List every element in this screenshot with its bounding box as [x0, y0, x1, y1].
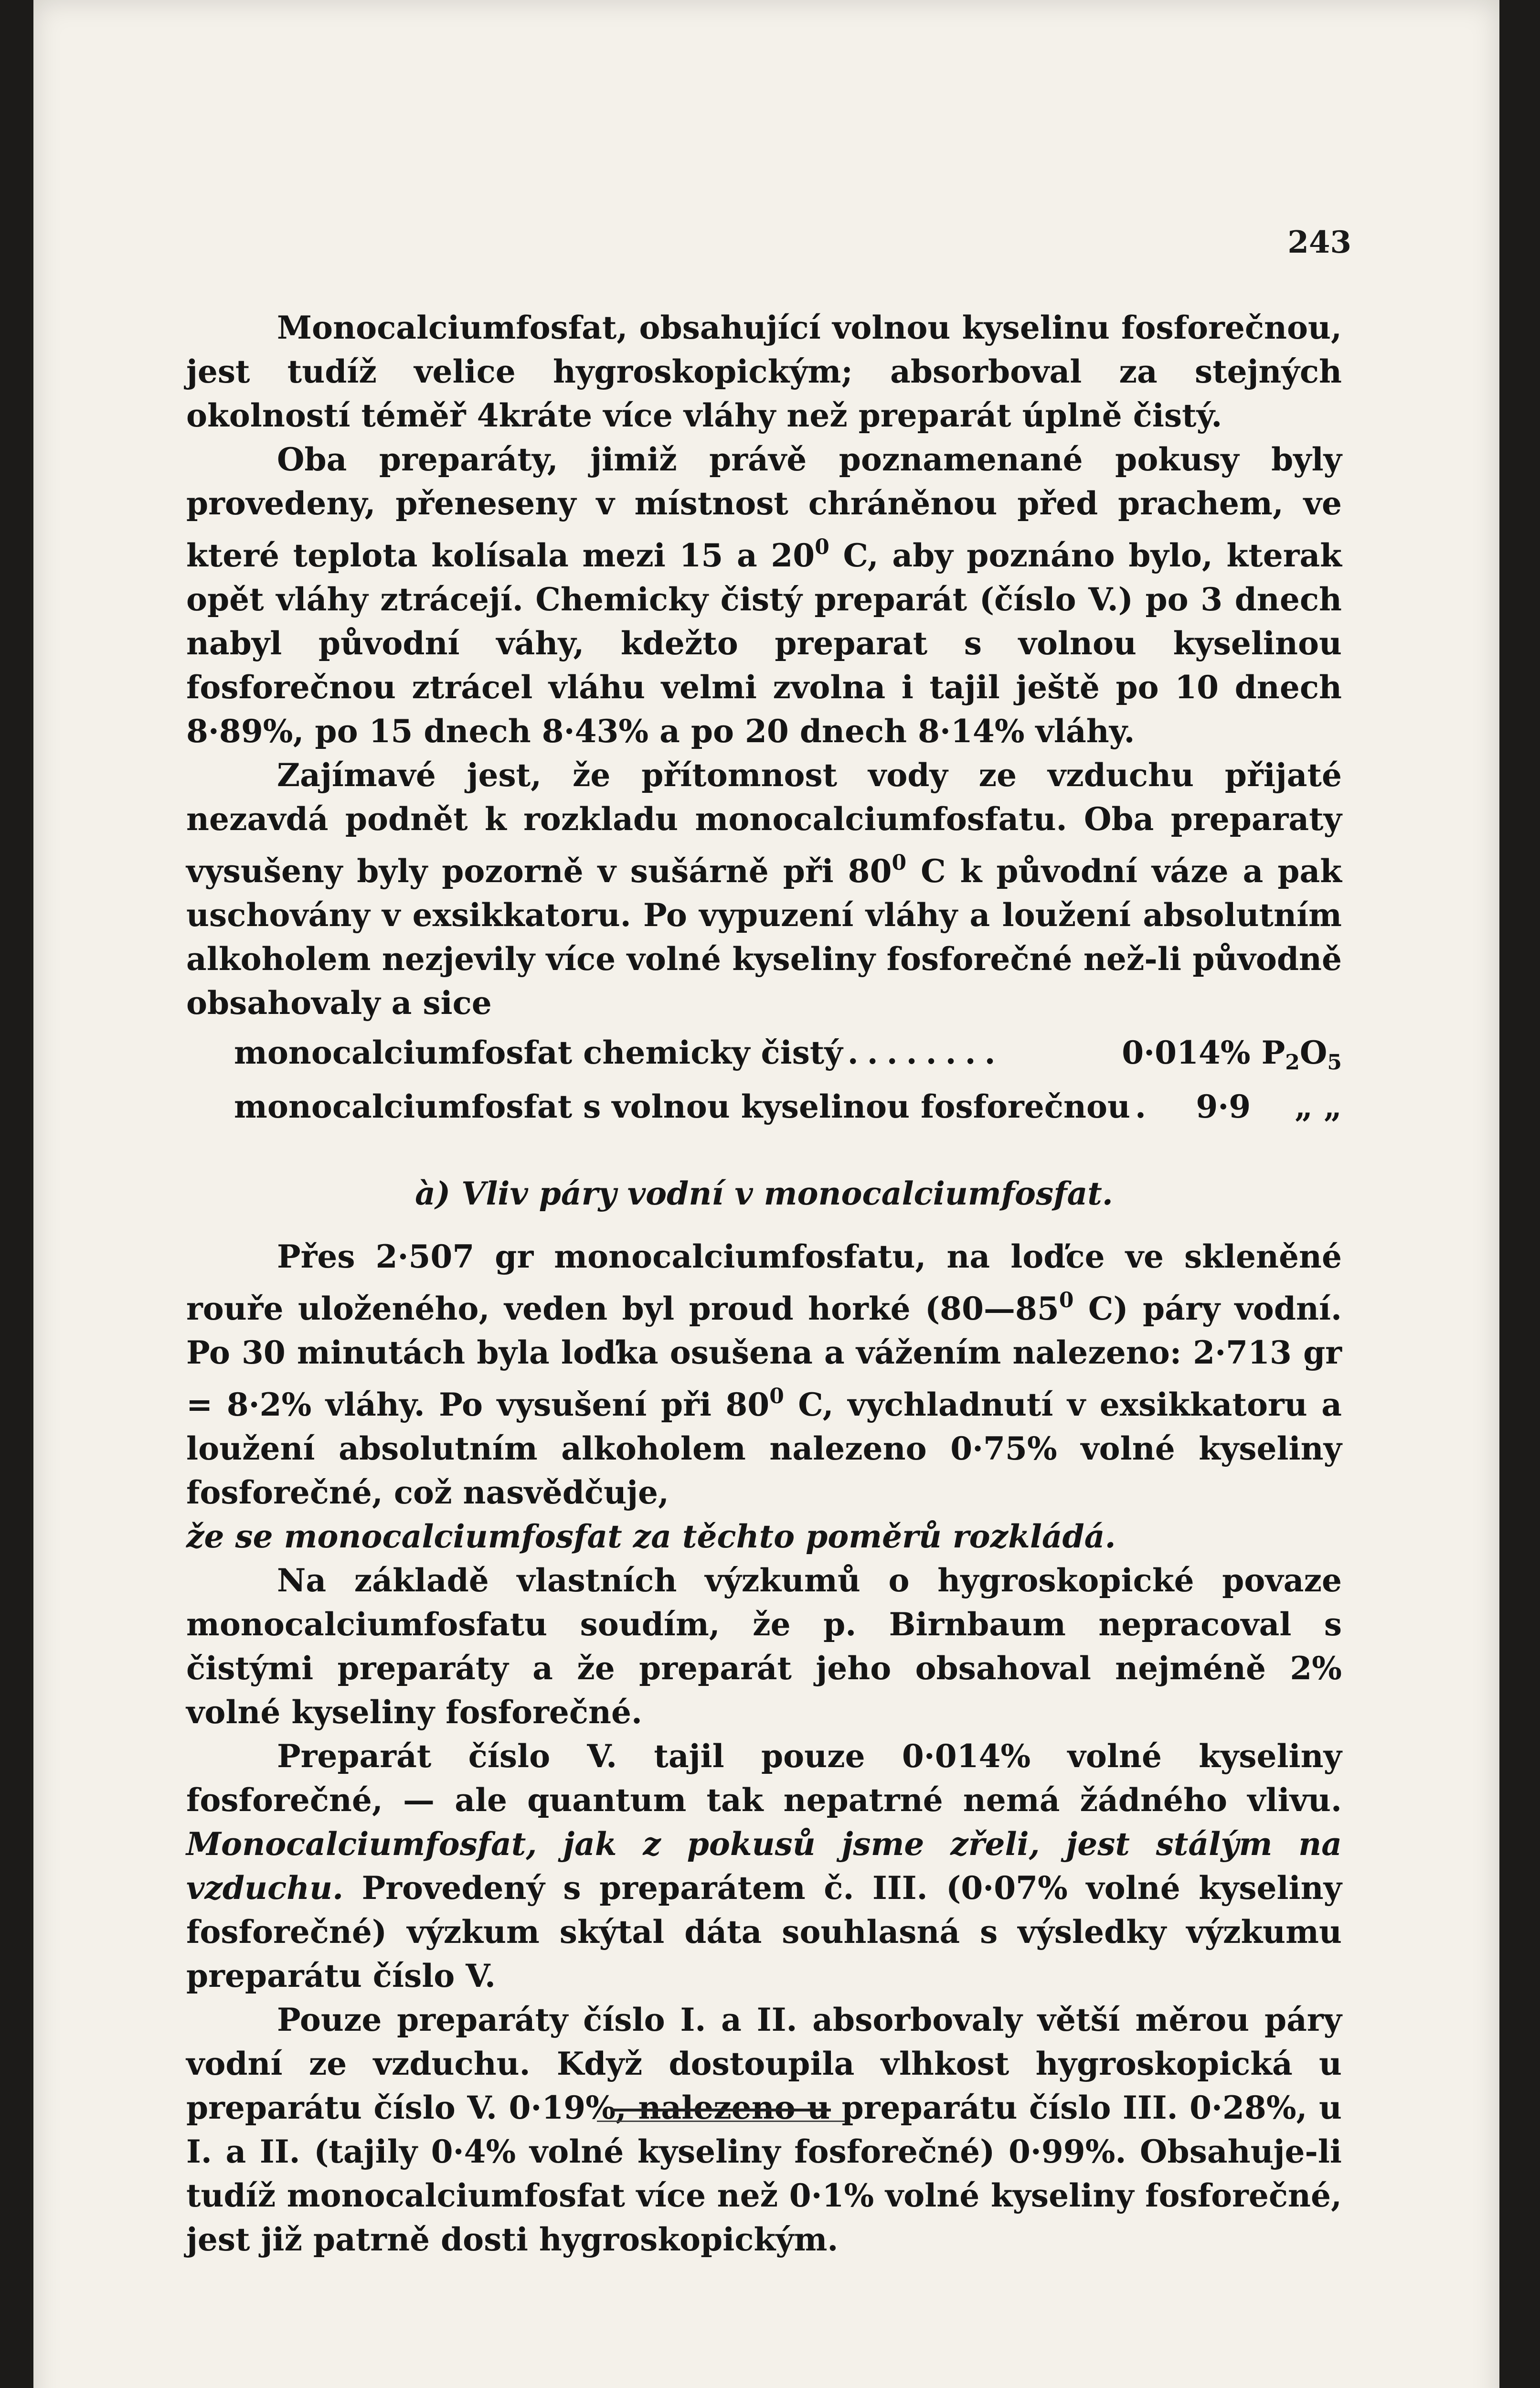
paragraph-6: Preparát číslo V. tajil pouze 0·014% volné kyseliny fosforečné, — ale quantum tak nepatrné nemá žádného vlivu. Monocalciumfosfat, jak z pokusů jsme zřeli, jest stálým na vzduchu. Provedený s preparátem č. III. (0·07% volné kyseliny fosforečné) výzkum skýtal dáta souhlasná s výsledky výzkumu preparátu číslo V.: [186, 1738, 1342, 1994]
list-row-acid: monocalciumfosfat s volnou kyselinou fosforečnou . 9·9 „ „: [234, 1088, 1342, 1125]
paragraph-3: Zajímavé jest, že přítomnost vody ze vzduchu přijaté nezavdá podnět k rozkladu monocalciumfosfatu. Oba preparaty vysušeny byly pozorně v sušárně při $80^0$ C k původní váze a pak uschovány v exsikkatoru. Po vypuzení vláhy a loužení absolutním alkoholem nezjevily více volné kyseliny fosforečné než-li původně obsahovaly a sice: [186, 757, 1342, 1022]
paragraph-7: Pouze preparáty číslo I. a II. absorbovaly větší měrou páry vodní ze vzduchu. Když dostoupila vlhkost hygroskopická u preparátu číslo V. 0·19%, nalezeno u preparátu číslo III. 0·28%, u I. a II. (tajily 0·4% volné kyseliny fosforečné) 0·99%. Obsahuje-li tudíž monocalciumfosfat více než 0·1% volné kyseliny fosforečné, jest již patrně dosti hygroskopickým.: [186, 2001, 1342, 2258]
body-text: [186, 306, 1342, 2261]
paragraph-1: Monocalciumfosfat, obsahující volnou kyselinu fosforečnou, jest tudíž velice hygroskopickým; absorboval za stejných okolností téměř 4kráte více vláhy než preparát úplně čistý.: [186, 309, 1342, 434]
results-list: [234, 1031, 1342, 1129]
section-heading: à) Vliv páry vodní v monocalciumfosfat.: [415, 1175, 1113, 1212]
paragraph-4: Přes 2·507 gr monocalciumfosfatu, na loďce ve skleněné rouře uloženého, veden byl proud horké ($80—85^0$ C) páry vodní. Po 30 minutách byla loďka osušena a vážením nalezeno: 2·713 gr = 8·2% vláhy. Po vysušení při $80^0$ C, vychladnutí v exsikkatoru a loužení absolutním alkoholem nalezeno 0·75% volné kyseliny fosforečné, což nasvědčuje, že se monocalciumfosfat za těchto poměrů rozkládá.: [186, 1238, 1342, 1555]
list-row-pure: monocalciumfosfat chemicky čistý ........ 0·014% $P_2O_5$: [234, 1034, 1342, 1075]
book-page: [33, 0, 1499, 2388]
degree-sign: 0: [815, 535, 829, 559]
percent-sign: %: [263, 713, 293, 750]
end-rule-thin: [597, 2121, 845, 2122]
stability-italic: Monocalciumfosfat, jak z pokusů jsme zřeli, jest stálým na vzduchu.: [186, 1825, 1342, 1907]
percent-sign: %: [618, 713, 649, 750]
conclusion-italic: že se monocalciumfosfat za těchto poměrů rozkládá.: [186, 1518, 1116, 1555]
percent-sign: %: [994, 713, 1025, 750]
end-rule: [611, 2109, 831, 2111]
paragraph-5: Na základě vlastních výzkumů o hygroskopické povaze monocalciumfosfatu soudím, že p. Birnbaum nepracoval s čistými preparáty a že preparát jeho obsahoval nejméně 2% volné kyseliny fosforečné.: [186, 1562, 1342, 1731]
degree-sign: 0: [892, 851, 907, 875]
paragraph-2: Oba preparáty, jimiž právě poznamenané pokusy byly provedeny, přeneseny v místnost chráněnou před prachem, ve které teplota kolísala mezi 15 a $20^0$ C, aby poznáno bylo, kterak opět vláhy ztrácejí. Chemicky čistý preparát (číslo V.) po 3 dnech nabyl původní váhy, kdežto preparat s volnou kyselinou fosforečnou ztrácel vláhu velmi zvolna i tajil ještě po 10 dnech 8·89%, po 15 dnech 8·43% a po 20 dnech 8·14% vláhy.: [186, 441, 1342, 750]
page-number: 243: [1287, 224, 1351, 260]
